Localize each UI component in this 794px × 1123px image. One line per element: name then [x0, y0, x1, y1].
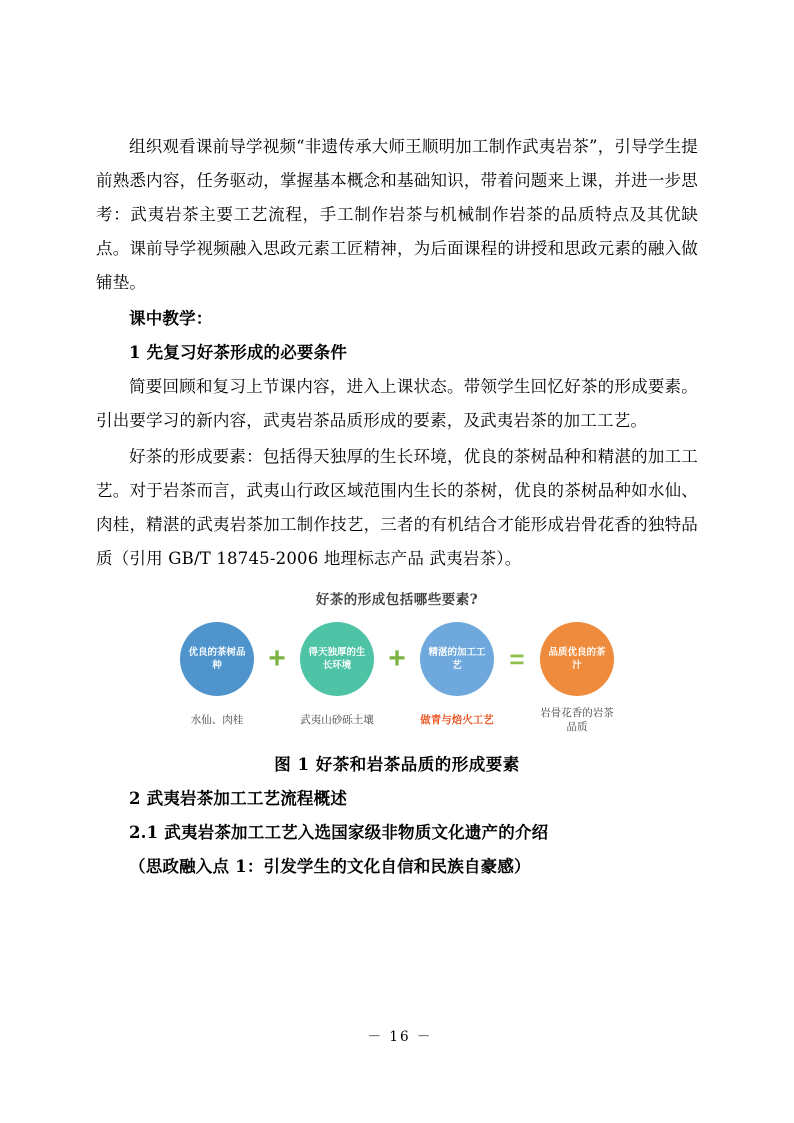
figure-bubble-quality: 品质优良的茶汁	[540, 622, 614, 696]
figure-bubble-row	[96, 622, 698, 696]
figure-label-quality: 岩骨花香的岩茶品质	[540, 707, 614, 733]
figure-inner-title: 好茶的形成包括哪些要素?	[315, 592, 479, 608]
figure-bubble-craft: 精湛的加工工艺	[420, 622, 494, 696]
figure-label-variety: 水仙、肉桂	[190, 714, 244, 726]
page-number	[0, 1025, 794, 1045]
figure-caption-row	[96, 706, 698, 734]
paragraph-intro: 组织观看课前导学视频“非遗传承大师王顺明加工制作武夷岩茶”，引导学生提前熟悉内容，任务驱动，掌握基本概念和基础知识，带着问题来上课，并进一步思考：武夷岩茶主要工艺流程，手工制作岩茶与机械制作岩茶的品质特点及其优缺点。课前导学视频融入思政元素工匠精神，为后面课程的讲授和思政元素的融入做铺垫。	[96, 137, 698, 292]
heading-section-2: 2 武夷岩茶加工工艺流程概述	[129, 789, 348, 808]
figure-bubble-variety: 优良的茶树品种	[180, 622, 254, 696]
equals-operator-icon: =	[509, 644, 525, 674]
figure-label-craft: 做青与焙火工艺	[420, 714, 494, 726]
paragraph-elements: 好茶的形成要素：包括得天独厚的生长环境，优良的茶树品种和精湛的加工工艺。对于岩茶而言，武夷山行政区域范围内生长的茶树，优良的茶树品种如水仙、肉桂，精湛的武夷岩茶加工制作技艺，三者的有机结合才能形成岩骨花香的独特品质（引用 GB/T 18745-2006 地理标志产品 武夷岩茶）。	[96, 447, 698, 568]
paragraph-review: 简要回顾和复习上节课内容，进入上课状态。带领学生回忆好茶的形成要素。引出要学习的新内容，武夷岩茶品质形成的要素，及武夷岩茶的加工工艺。	[96, 377, 698, 430]
heading-section-2-1: 2.1 武夷岩茶加工工艺入选国家级非物质文化遗产的介绍	[129, 823, 549, 842]
heading-section-2-1-note: （思政融入点 1：引发学生的文化自信和民族自豪感）	[129, 857, 531, 876]
figure-caption: 图 1 好茶和岩茶品质的形成要素	[274, 755, 520, 774]
figure-good-tea-elements	[96, 588, 698, 782]
figure-label-environment: 武夷山砂砾土壤	[300, 714, 374, 726]
heading-section-1: 1 先复习好茶形成的必要条件	[129, 343, 348, 362]
plus-operator-icon: +	[268, 642, 286, 675]
plus-operator-icon-2: +	[388, 642, 406, 675]
heading-teaching: 课中教学：	[129, 309, 213, 328]
page-number-text: － 16 －	[367, 1029, 433, 1045]
figure-bubble-environment: 得天独厚的生长环境	[300, 622, 374, 696]
